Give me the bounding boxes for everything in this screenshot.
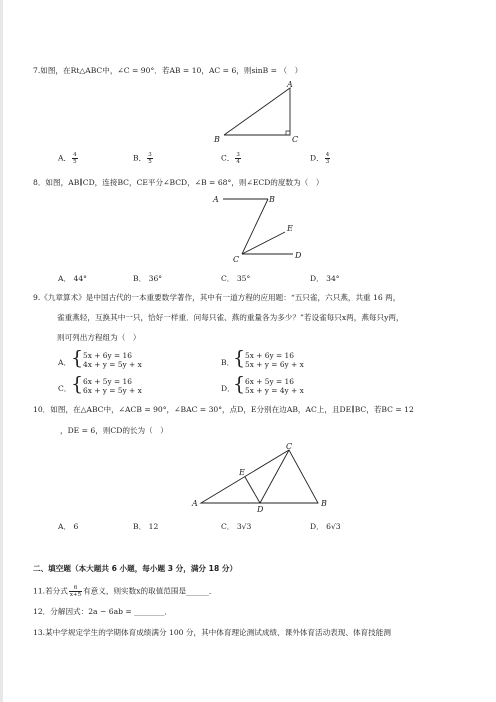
- q9-option-a-eq2: 4x + y = 5y + x: [83, 360, 142, 369]
- q9-option-c-eq2: 6x + y = 5y + x: [83, 386, 142, 395]
- q9-option-b-letter: B．: [221, 358, 235, 367]
- q9-line-3: 则可列出方程组为（ ）: [57, 333, 141, 342]
- q9-option-a-eq1: 5x + 6y = 16: [83, 351, 132, 360]
- q10-label-a: A: [192, 499, 198, 508]
- q9-option-d-letter: D．: [221, 384, 235, 393]
- q13-text: 13.某中学规定学生的学期体育成绩满分 100 分，其中体育理论测试成绩、课外体育活动表现、体育技能测: [33, 628, 391, 637]
- q8-option-b: B． 36°: [133, 274, 163, 283]
- q9-option-b-eq2: 5x + y = 6y + x: [245, 360, 304, 369]
- q7-option-d: D． $\frac{4}{3}$: [310, 152, 330, 165]
- q11-fraction: $\frac{6}{x+5}$: [69, 585, 82, 598]
- q7-label-c: C: [292, 135, 299, 144]
- q9-option-c-eq1: 6x + 5y = 16: [83, 377, 132, 386]
- q8-label-c: C: [233, 255, 240, 264]
- q9-option-d-eq1: 6x + 5y = 16: [245, 377, 294, 386]
- q9-option-d-eq2: 5x + y = 4y + x: [245, 386, 304, 395]
- q7-triangle-diagram: [210, 80, 300, 144]
- q10-line-2: ，DE = 6，则CD的长为（ ）: [60, 426, 168, 435]
- q8-text: 8．如图，AB∥CD，连接BC，CE平分∠BCD，∠B = 68°，则∠ECD的度数为（ ）: [33, 178, 324, 187]
- q10-option-c: C． 3√3: [221, 522, 252, 531]
- q10-option-b: B． 12: [133, 522, 159, 531]
- q8-label-b: B: [269, 195, 275, 204]
- q10-label-c: C: [286, 442, 293, 451]
- q8-option-a: A． 44°: [58, 274, 87, 283]
- q9-option-a-brace: {: [71, 347, 84, 369]
- q7-option-b: B． $\frac{3}{5}$: [133, 152, 152, 165]
- q8-label-a: A: [213, 195, 219, 204]
- q10-option-d: D． 6√3: [310, 522, 341, 531]
- q9-option-d-brace: {: [233, 373, 246, 395]
- q9-line-1: 9.《九章算术》是中国古代的一本重要数学著作，其中有一道方程的应用题：“五只雀，六只燕，共重 16 两，: [33, 293, 401, 302]
- q7-option-a: A． $\frac{4}{5}$: [58, 152, 77, 165]
- q9-option-b-eq1: 5x + 6y = 16: [245, 351, 294, 360]
- q9-option-b-brace: {: [233, 347, 246, 369]
- q8-option-c: C． 35°: [221, 274, 251, 283]
- q10-label-b: B: [321, 499, 327, 508]
- q10-label-d: D: [257, 505, 264, 512]
- q10-label-e: E: [239, 468, 245, 477]
- q10-option-a: A． 6: [58, 522, 79, 531]
- q8-label-e: E: [287, 224, 293, 233]
- q9-option-c-letter: C．: [58, 384, 72, 393]
- q7-label-a: A: [287, 80, 293, 89]
- q8-parallel-lines-diagram: [205, 190, 315, 264]
- q10-triangle-diagram: [190, 440, 336, 512]
- q7-label-b: B: [214, 135, 220, 144]
- q9-option-a-letter: A．: [58, 358, 72, 367]
- q11-text: 11.若分式 $\frac{6}{x+5}$ 有意义，则实数x的取值范围是______．: [33, 585, 217, 598]
- q9-line-2: 雀重燕轻，互换其中一只，恰好一样重．问每只雀、燕的重量各为多少？”若设雀每只x两，燕每只y两，: [57, 313, 404, 322]
- page-edge: [0, 0, 3, 702]
- q7-option-c: C． $\frac{3}{4}$: [221, 152, 240, 165]
- q8-label-d: D: [295, 251, 302, 260]
- q10-line-1: 10．如图，在△ABC中，∠ACB = 90°，∠BAC = 30°，点D，E分别在边AB，AC上，且DE∥BC，若BC = 12: [33, 405, 414, 414]
- section-2-title: 二、填空题（本大题共 6 小题，每小题 3 分，满分 18 分）: [33, 564, 238, 573]
- q8-option-d: D． 34°: [310, 274, 340, 283]
- q9-option-c-brace: {: [71, 373, 84, 395]
- q7-text: 7.如图，在Rt△ABC中，∠C = 90°．若AB = 10，AC = 6，则sinB = （ ）: [33, 66, 303, 75]
- q12-text: 12．分解因式：2a − 6ab = ________．: [33, 607, 173, 616]
